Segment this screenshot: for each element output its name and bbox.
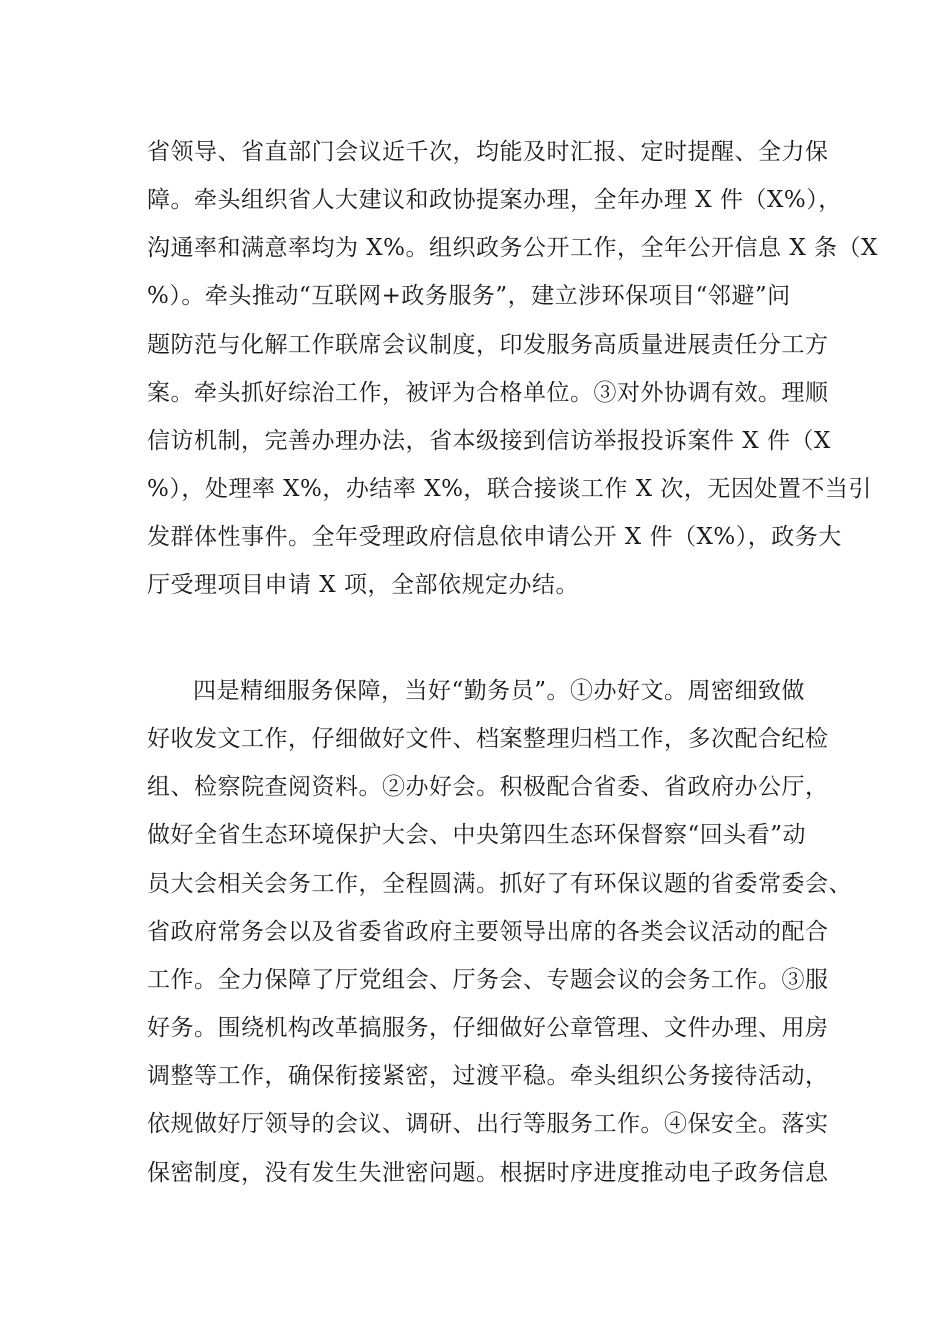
text-line: 障。牵头组织省人大建议和政协提案办理，全年办理 X 件（X%）， [147,187,842,213]
text-line: 沟通率和满意率均为 X%。组织政务公开工作，全年公开信息 X 条（X [147,235,878,261]
text-line-first: 四是精细服务保障，当好“勤务员”。①办好文。周密细致做 [193,678,806,704]
text-line: 好收发文工作，仔细做好文件、档案整理归档工作，多次配合纪检 [147,726,829,752]
text-line: 厅受理项目申请 X 项，全部依规定办结。 [147,572,579,598]
text-line: 省领导、省直部门会议近千次，均能及时汇报、定时提醒、全力保 [147,139,829,165]
text-line: 调整等工作，确保衔接紧密，过渡平稳。牵头组织公务接待活动， [147,1063,829,1089]
text-line: 工作。全力保障了厅党组会、厅务会、专题会议的会务工作。③服 [147,967,829,993]
text-line: %）。牵头推动“互联网+政务服务”，建立涉环保项目“邻避”问 [147,283,791,309]
text-line: 好务。围绕机构改革搞服务，仔细做好公章管理、文件办理、用房 [147,1015,829,1041]
text-line: 发群体性事件。全年受理政府信息依申请公开 X 件（X%），政务大 [147,524,842,550]
text-line: 做好全省生态环境保护大会、中央第四生态环保督察“回头看”动 [147,822,807,848]
text-line: 依规做好厅领导的会议、调研、出行等服务工作。④保安全。落实 [147,1111,829,1137]
text-line: 省政府常务会以及省委省政府主要领导出席的各类会议活动的配合 [147,919,829,945]
text-line: 信访机制，完善办理办法，省本级接到信访举报投诉案件 X 件（X [147,428,831,454]
text-line: %），处理率 X%，办结率 X%，联合接谈工作 X 次，无因处置不当引 [147,476,872,502]
text-line: 保密制度，没有发生失泄密问题。根据时序进度推动电子政务信息 [147,1160,829,1186]
text-line: 组、检察院查阅资料。②办好会。积极配合省委、省政府办公厅， [147,774,829,800]
text-line: 员大会相关会务工作，全程圆满。抓好了有环保议题的省委常委会、 [147,871,852,897]
text-line: 题防范与化解工作联席会议制度，印发服务高质量进展责任分工方 [147,332,829,358]
text-line: 案。牵头抓好综治工作，被评为合格单位。③对外协调有效。理顺 [147,380,829,406]
